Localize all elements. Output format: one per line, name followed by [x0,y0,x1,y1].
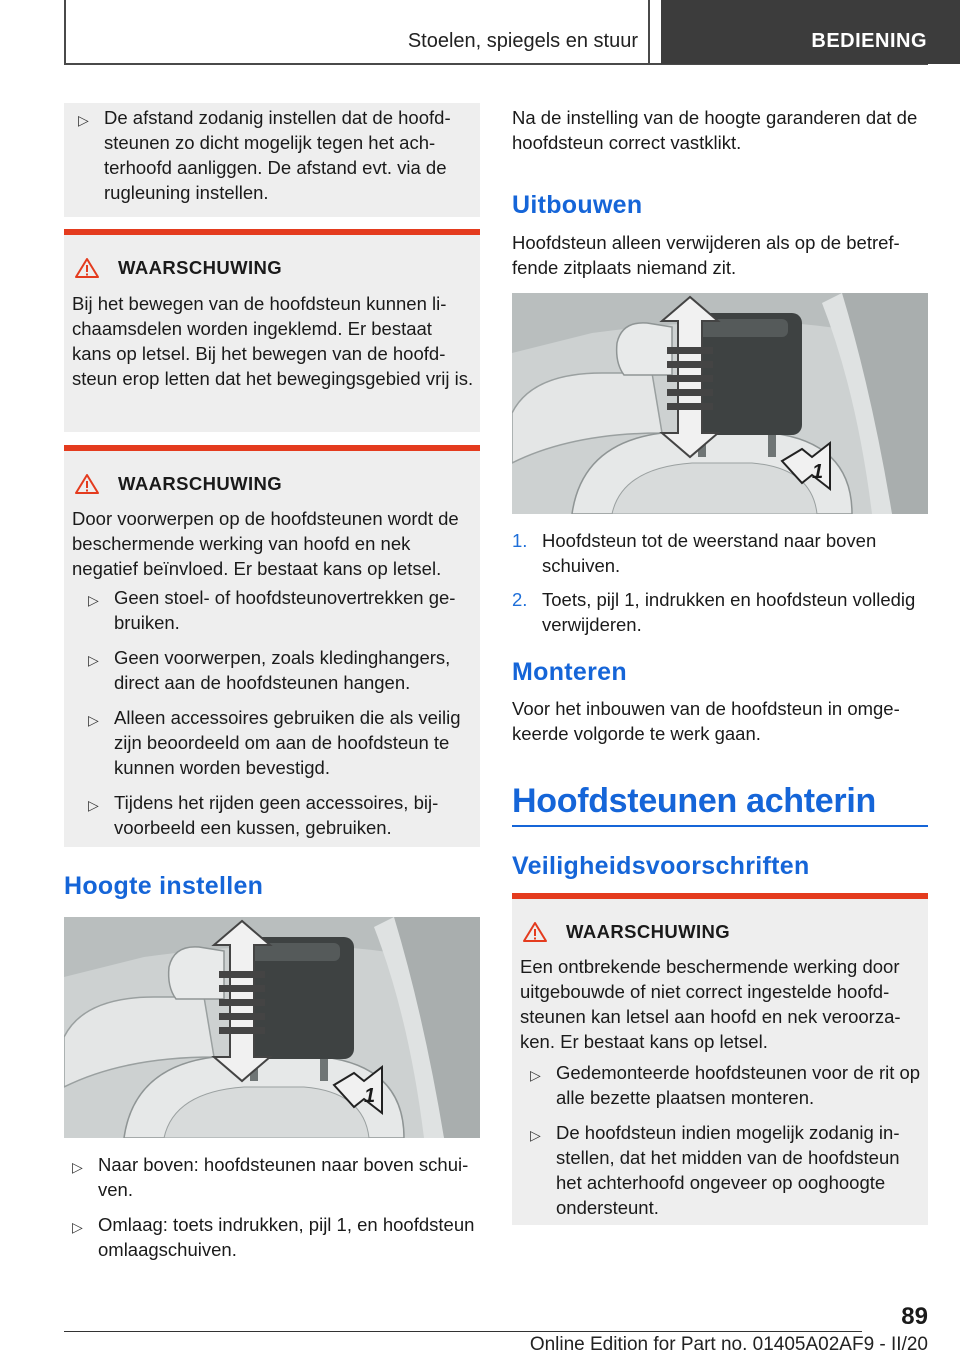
list-item [74,645,474,695]
callout-number: 1 [364,1085,376,1107]
warning-title: WAARSCHUWING [118,257,283,278]
triangle-right-icon: ▷ [78,112,89,128]
height-bullets [58,1152,478,1272]
bullet-text: Naar boven: hoofdsteunen naar boven schuiven. [98,1154,469,1200]
warning-title: WAARSCHUWING [566,921,731,942]
step-text: Toets, pijl 1, indrukken en hoofdsteun volledig verwijderen. [542,589,916,635]
triangle-right-icon: ▷ [88,797,99,813]
warning-text: Door voorwerpen op de hoofdsteunen wordt de beschermende werking van hoofd en nek negatief beïnvloed. Er bestaat kans op letsel. [72,508,459,579]
bullet-text: Gedemonteerde hoofdsteunen voor de rit op alle bezette plaatsen monteren. [556,1062,921,1108]
triangle-right-icon: ▷ [88,592,99,608]
footer-edition: Online Edition for Part no. 01405A02AF9 - II/20 [529,1334,928,1355]
list-item [512,587,928,637]
header-section-title: Stoelen, spiegels en stuur [407,30,638,52]
warning-bullets [74,585,474,850]
list-item [516,1060,922,1110]
chapter-heading: Hoofdsteunen achterin [512,782,876,820]
footer-rule [64,1331,862,1332]
triangle-right-icon: ▷ [530,1127,541,1143]
triangle-right-icon: ▷ [88,712,99,728]
bullet-text: Tijdens het rijden geen accessoires, bijvoorbeeld een kussen, gebruiken. [114,792,439,838]
section-heading: Veiligheidsvoorschriften [512,852,810,880]
warning-bar [64,229,480,235]
bullet-text: Geen stoel- of hoofdsteunovertrekken gebruiken. [114,587,456,633]
step-text: Hoofdsteun tot de weerstand naar boven schuiven. [542,530,877,576]
headrest-illustration [512,293,928,514]
warning-box [64,445,480,847]
warning-text: Bij het bewegen van de hoofdsteun kunnen lichaamsdelen worden ingeklemd. Er bestaat kans op letsel. Bij het bewegen van de hoofdsteun erop letten dat het bewegingsgebied vrij is. [72,293,474,389]
warning-title: WAARSCHUWING [118,473,283,494]
paragraph: Voor het inbouwen van de hoofdsteun in omgekeerde volgorde te werk gaan. [512,698,900,744]
warning-triangle-icon [522,921,548,943]
list-item [58,1152,478,1202]
list-item [58,1212,478,1262]
list-item [512,528,928,578]
warning-triangle-icon [74,473,100,495]
warning-bar [64,445,480,451]
section-heading: Uitbouwen [512,191,643,219]
bullet-text: Geen voorwerpen, zoals kledinghangers, direct aan de hoofdsteunen hangen. [114,647,451,693]
warning-bar [512,893,928,899]
paragraph: Na de instelling van de hoogte garanderen dat de hoofdsteun correct vastklikt. [512,107,918,153]
list-item [74,790,474,840]
list-item [516,1120,922,1220]
list-item [74,705,474,780]
warning-triangle-icon [74,257,100,279]
triangle-right-icon: ▷ [72,1159,83,1175]
triangle-right-icon: ▷ [530,1067,541,1083]
triangle-right-icon: ▷ [72,1219,83,1235]
step-number: 2. [512,589,528,610]
warning-box [64,229,480,432]
bullet-text: Alleen accessoires gebruiken die als veilig zijn beoordeeld om aan de hoofdsteun te kunnen worden bevestigd. [114,707,461,778]
paragraph: Hoofdsteun alleen verwijderen als op de betreffende zitplaats niemand zit. [512,232,900,278]
warning-bullets [516,1060,922,1230]
header-divider [64,0,66,64]
warning-heading [74,473,282,495]
triangle-right-icon: ▷ [88,652,99,668]
bullet-text: De hoofdsteun indien mogelijk zodanig instellen, dat het midden van de hoofdsteun het achterhoofd ongeveer op ooghoogte ondersteunt. [556,1122,900,1218]
intro-bullet-text: De afstand zodanig instellen dat de hoofdsteunen zo dicht mogelijk tegen het achterhoofd aanliggen. De afstand evt. via de rugleuning instellen. [104,107,451,203]
intro-box [64,103,480,217]
warning-heading [74,257,282,279]
heading-rule [512,825,928,827]
header-chapter-tab [661,0,960,64]
remove-steps [512,528,928,646]
section-heading: Monteren [512,658,627,686]
headrest-illustration [64,917,480,1138]
warning-box [512,893,928,1225]
header-chapter-label: BEDIENING [811,30,927,52]
list-item [74,585,474,635]
callout-number: 1 [812,461,824,483]
warning-heading [522,921,730,943]
page-number: 89 [901,1303,928,1330]
warning-text: Een ontbrekende beschermende werking door uitgebouwde of niet correct ingestelde hoofdsteunen kan letsel aan hoofd en nek veroorzaken. Er bestaat kans op letsel. [520,956,901,1052]
list-item [64,105,472,205]
section-heading: Hoogte instellen [64,872,264,900]
bullet-text: Omlaag: toets indrukken, pijl 1, en hoofdsteun omlaagschuiven. [98,1214,475,1260]
step-number: 1. [512,530,528,551]
header-divider [648,0,650,64]
